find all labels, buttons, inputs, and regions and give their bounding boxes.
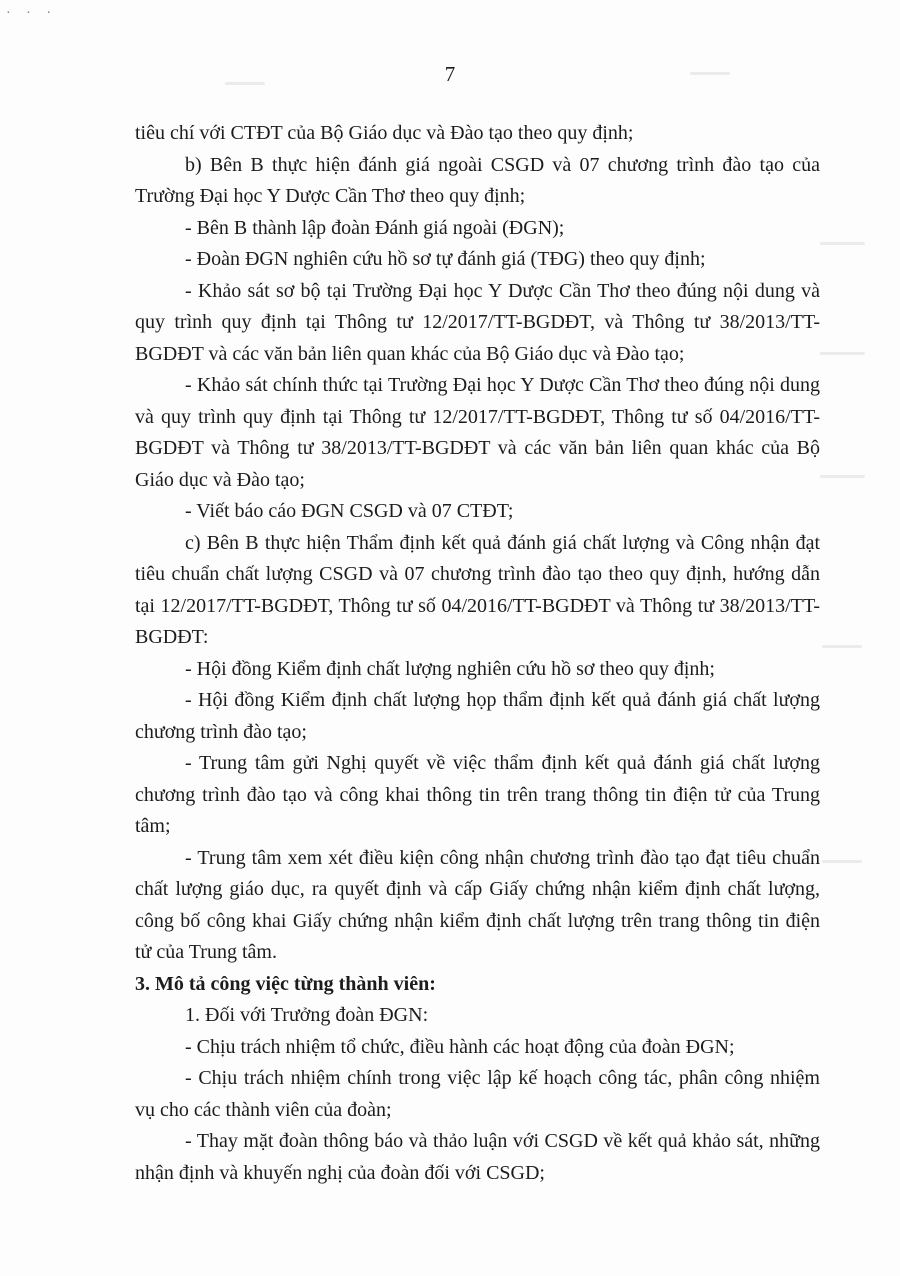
body-paragraph: 1. Đối với Trưởng đoàn ĐGN: [185, 1004, 429, 1026]
body-paragraph: b) Bên B thực hiện đánh giá ngoài CSGD và 07 chương trình đào tạo của Trường Đại học Y Dược Cần Thơ theo quy định; [135, 153, 820, 207]
section-heading: 3. Mô tả công việc từng thành viên: [135, 972, 436, 995]
body-paragraph: - Trung tâm xem xét điều kiện công nhận chương trình đào tạo đạt tiêu chuẩn chất lượng giáo dục, ra quyết định và cấp Giấy chứng nhận kiểm định chất lượng, công bố công khai Giấy chứng nhận kiểm định chất lượng trên trang thông tin điện tử của Trung tâm. [135, 846, 820, 963]
bleed-through-mark [820, 475, 865, 478]
page-number: 7 [444, 62, 456, 86]
bleed-through-mark [822, 645, 862, 648]
body-paragraph: - Hội đồng Kiểm định chất lượng nghiên cứu hồ sơ theo quy định; [185, 657, 715, 680]
body-paragraph: - Chịu trách nhiệm tổ chức, điều hành các hoạt động của đoàn ĐGN; [185, 1035, 735, 1058]
body-paragraph: - Đoàn ĐGN nghiên cứu hồ sơ tự đánh giá (TĐG) theo quy định; [185, 248, 706, 270]
body-paragraph: - Bên B thành lập đoàn Đánh giá ngoài (ĐGN); [185, 216, 565, 239]
body-paragraph: - Hội đồng Kiểm định chất lượng họp thẩm định kết quả đánh giá chất lượng chương trình đào tạo; [135, 689, 820, 743]
body-paragraph: - Khảo sát sơ bộ tại Trường Đại học Y Dược Cần Thơ theo đúng nội dung và quy trình quy định tại Thông tư 12/2017/TT-BGDĐT, và Thông tư 38/2013/TT-BGDĐT và các văn bản liên quan khác của Bộ Giáo dục và Đào tạo; [135, 279, 820, 365]
bleed-through-mark [820, 352, 865, 355]
document-body [135, 118, 820, 1189]
body-paragraph: tiêu chí với CTĐT của Bộ Giáo dục và Đào tạo theo quy định; [135, 122, 634, 144]
bleed-through-mark [822, 860, 862, 863]
scan-specks: · · · [6, 6, 57, 21]
body-paragraph: c) Bên B thực hiện Thẩm định kết quả đánh giá chất lượng và Công nhận đạt tiêu chuẩn chất lượng CSGD và 07 chương trình đào tạo theo quy định, hướng dẫn tại 12/2017/TT-BGDĐT, Thông tư số 04/2016/TT-BGDĐT và Thông tư 38/2013/TT-BGDĐT: [135, 531, 820, 648]
body-paragraph: - Chịu trách nhiệm chính trong việc lập kế hoạch công tác, phân công nhiệm vụ cho các thành viên của đoàn; [135, 1067, 820, 1121]
bleed-through-mark [820, 242, 865, 245]
body-paragraph: - Thay mặt đoàn thông báo và thảo luận với CSGD về kết quả khảo sát, những nhận định và khuyến nghị của đoàn đối với CSGD; [135, 1130, 820, 1184]
body-paragraph: - Viết báo cáo ĐGN CSGD và 07 CTĐT; [185, 500, 514, 522]
body-paragraph: - Khảo sát chính thức tại Trường Đại học Y Dược Cần Thơ theo đúng nội dung và quy trình quy định tại Thông tư 12/2017/TT-BGDĐT, Thông tư số 04/2016/TT-BGDĐT và Thông tư 38/2013/TT-BGDĐT và các văn bản liên quan khác của Bộ Giáo dục và Đào tạo; [135, 374, 820, 491]
body-paragraph: - Trung tâm gửi Nghị quyết về việc thẩm định kết quả đánh giá chất lượng chương trình đào tạo và công khai thông tin trên trang thông tin điện tử của Trung tâm; [135, 752, 820, 837]
